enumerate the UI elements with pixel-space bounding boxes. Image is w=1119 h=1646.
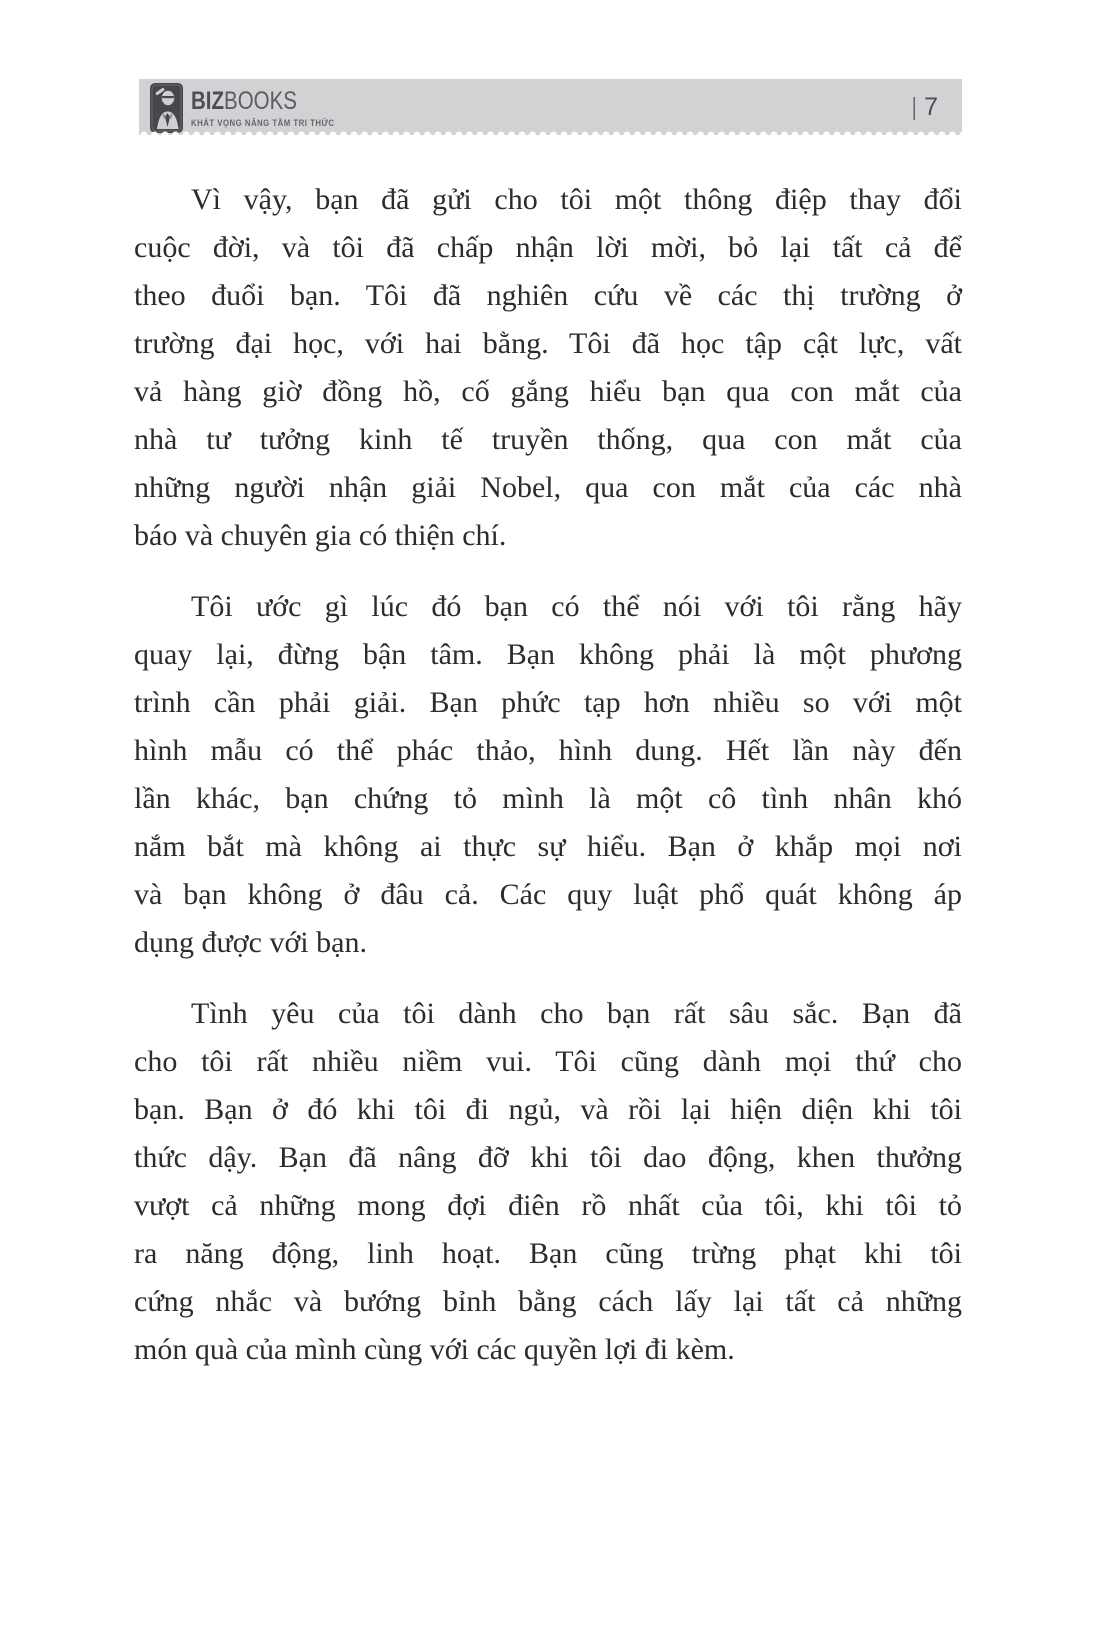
text-line: cứng nhắc và bướng bỉnh bằng cách lấy lại tất cả những — [134, 1285, 962, 1318]
text-line: Tình yêu của tôi dành cho bạn rất sâu sắc. Bạn đã — [191, 997, 962, 1030]
text-line: vượt cả những mong đợi điên rồ nhất của tôi, khi tôi tỏ — [134, 1189, 962, 1222]
text-line: theo đuổi bạn. Tôi đã nghiên cứu về các thị trường ở — [134, 279, 962, 312]
text-line: nắm bắt mà không ai thực sự hiểu. Bạn ở khắp mọi nơi — [134, 830, 962, 863]
text-line: Tôi ước gì lúc đó bạn có thể nói với tôi rằng hãy — [191, 590, 962, 623]
bizbooks-logo — [150, 83, 366, 133]
body-text — [134, 176, 962, 1397]
text-line: dụng được với bạn. — [134, 926, 367, 959]
page-indicator — [911, 79, 938, 135]
text-line: vả hàng giờ đồng hồ, cố gắng hiểu bạn qua con mắt của — [134, 375, 962, 408]
text-line: món quà của mình cùng với các quyền lợi đi kèm. — [134, 1333, 735, 1366]
brand-wordmark — [191, 89, 335, 114]
paragraph — [134, 583, 962, 967]
bizbooks-man-icon — [150, 83, 183, 133]
brand-books: BOOKS — [224, 87, 297, 115]
text-line: trình cần phải giải. Bạn phức tạp hơn nhiều so với một — [134, 686, 962, 719]
page-number-value: 7 — [924, 92, 938, 121]
page-number-separator: | — [911, 92, 916, 121]
text-line: những người nhận giải Nobel, qua con mắt của các nhà — [134, 471, 962, 504]
perforated-edge — [139, 130, 962, 135]
text-line: nhà tư tưởng kinh tế truyền thống, qua con mắt của — [134, 423, 962, 456]
text-line: bạn. Bạn ở đó khi tôi đi ngủ, và rồi lại hiện diện khi tôi — [134, 1093, 962, 1126]
text-line: thức dậy. Bạn đã nâng đỡ khi tôi dao động, khen thưởng — [134, 1141, 962, 1174]
text-line: và bạn không ở đâu cả. Các quy luật phổ quát không áp — [134, 878, 962, 911]
text-line: quay lại, đừng bận tâm. Bạn không phải là một phương — [134, 638, 962, 671]
text-line: cho tôi rất nhiều niềm vui. Tôi cũng dành mọi thứ cho — [134, 1045, 962, 1078]
logo-text — [191, 83, 335, 129]
text-line: lần khác, bạn chứng tỏ mình là một cô tình nhân khó — [134, 782, 962, 815]
text-line: báo và chuyên gia có thiện chí. — [134, 519, 507, 552]
text-line: hình mẫu có thể phác thảo, hình dung. Hết lần này đến — [134, 734, 962, 767]
text-line: ra năng động, linh hoạt. Bạn cũng trừng phạt khi tôi — [134, 1237, 962, 1270]
text-line: trường đại học, với hai bằng. Tôi đã học tập cật lực, vất — [134, 327, 962, 360]
text-line: cuộc đời, và tôi đã chấp nhận lời mời, bỏ lại tất cả để — [134, 231, 962, 264]
paragraph — [134, 990, 962, 1374]
brand-biz: BIZ — [191, 87, 225, 115]
text-line: Vì vậy, bạn đã gửi cho tôi một thông điệp thay đổi — [191, 183, 962, 216]
brand-tagline: KHÁT VỌNG NÂNG TẦM TRI THỨC — [191, 118, 335, 129]
paragraph — [134, 176, 962, 560]
header-bar — [139, 79, 962, 135]
